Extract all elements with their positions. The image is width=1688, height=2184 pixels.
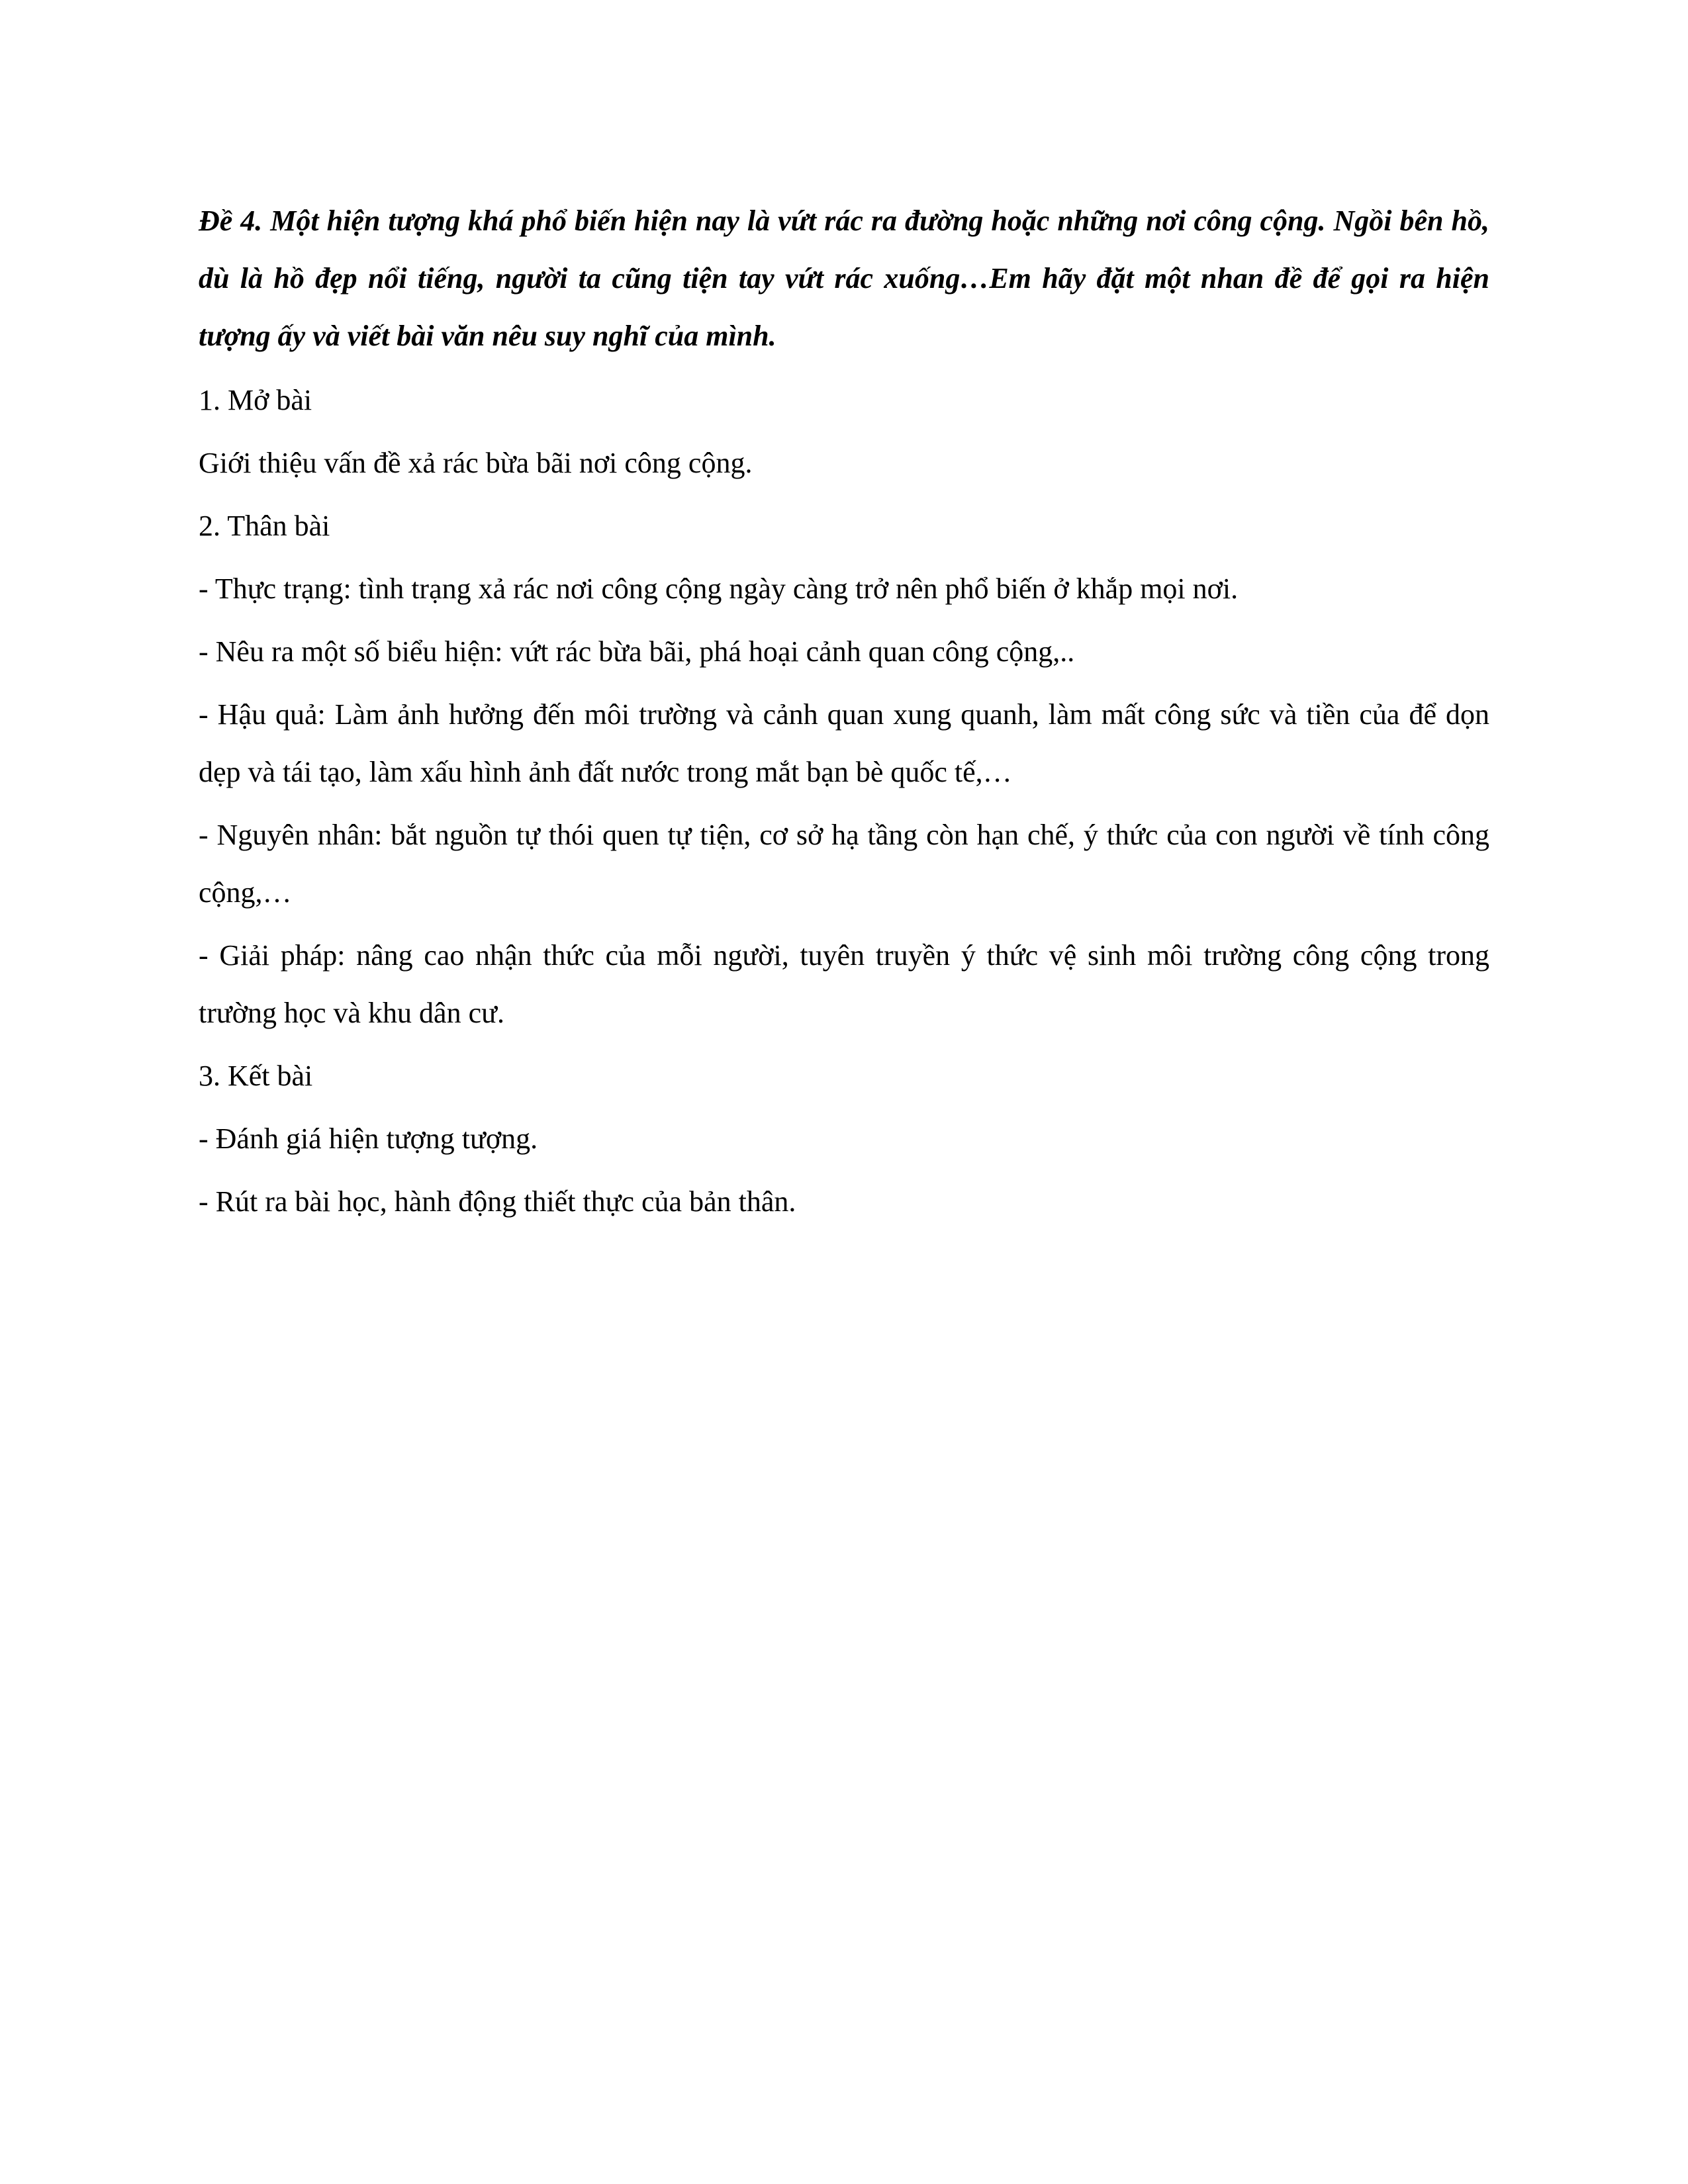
intro-line-1: Giới thiệu vấn đề xả rác bừa bãi nơi công cộng. xyxy=(199,447,753,479)
body-line-manifestations: - Nêu ra một số biểu hiện: vứt rác bừa bãi, phá hoại cảnh quan công cộng,.. xyxy=(199,635,1075,668)
essay-prompt: Đề 4. Một hiện tượng khá phổ biến hiện nay là vứt rác ra đường hoặc những nơi công cộng. Ngồi bên hồ, dù là hồ đẹp nổi tiếng, người ta cũng tiện tay vứt rác xuống…Em hãy đặt một nhan đề để gọi ra hiện tượng ấy và viết bài văn nêu suy nghĩ của mình. xyxy=(199,205,1489,352)
section-conclusion xyxy=(199,1047,1489,1230)
section-intro xyxy=(199,371,1489,492)
conclusion-line-lesson: - Rút ra bài học, hành động thiết thực của bản thân. xyxy=(199,1185,796,1218)
body-line-solutions: - Giải pháp: nâng cao nhận thức của mỗi người, tuyên truyền ý thức vệ sinh môi trường công cộng trong trường học và khu dân cư. xyxy=(199,939,1489,1029)
body-line-consequences: - Hậu quả: Làm ảnh hưởng đến môi trường và cảnh quan xung quanh, làm mất công sức và tiền của để dọn dẹp và tái tạo, làm xấu hình ảnh đất nước trong mắt bạn bè quốc tế,… xyxy=(199,698,1489,788)
section-heading-intro: 1. Mở bài xyxy=(199,384,312,416)
document-page xyxy=(199,192,1489,1236)
conclusion-line-evaluate: - Đánh giá hiện tượng tượng. xyxy=(199,1122,538,1155)
section-heading-conclusion: 3. Kết bài xyxy=(199,1060,313,1092)
body-line-situation: - Thực trạng: tình trạng xả rác nơi công cộng ngày càng trở nên phổ biến ở khắp mọi nơi. xyxy=(199,572,1239,605)
section-heading-body: 2. Thân bài xyxy=(199,510,330,542)
body-line-causes: - Nguyên nhân: bắt nguồn tự thói quen tự tiện, cơ sở hạ tầng còn hạn chế, ý thức của con người về tính công cộng,… xyxy=(199,819,1489,909)
section-body xyxy=(199,497,1489,1042)
